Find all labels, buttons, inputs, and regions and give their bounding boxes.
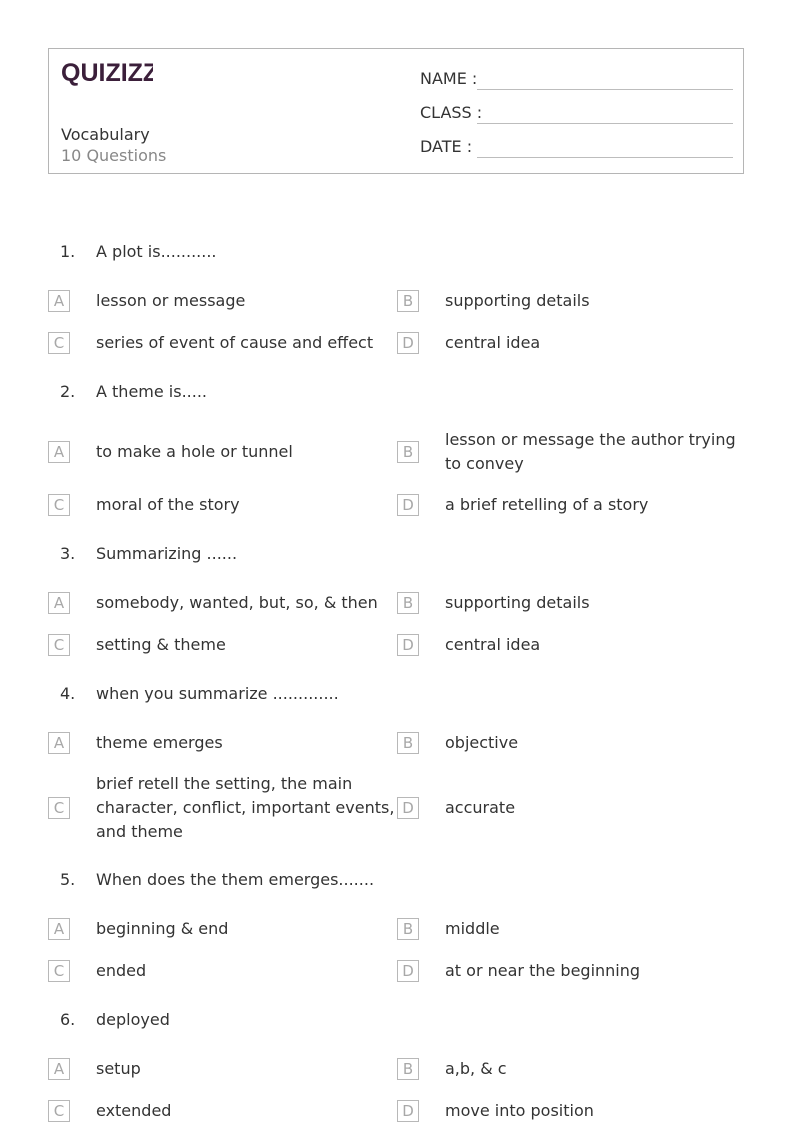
option-label: moral of the story bbox=[96, 495, 240, 514]
option-text bbox=[445, 331, 745, 355]
question-number: 4. bbox=[60, 684, 76, 703]
worksheet-title: Vocabulary bbox=[61, 125, 150, 144]
question-text: When does the them emerges....... bbox=[96, 870, 375, 889]
option-label: middle bbox=[445, 919, 500, 938]
option-label: central idea bbox=[445, 635, 541, 654]
option-letter-box[interactable]: A bbox=[48, 592, 70, 614]
question-text: A theme is..... bbox=[96, 382, 208, 401]
option-text bbox=[96, 331, 398, 355]
option-letter-box[interactable]: D bbox=[397, 960, 419, 982]
question-number: 3. bbox=[60, 544, 76, 563]
option-letter-box[interactable]: C bbox=[48, 960, 70, 982]
question-number: 6. bbox=[60, 1010, 76, 1029]
option-letter-box[interactable]: B bbox=[397, 1058, 419, 1080]
option-label: beginning & end bbox=[96, 919, 229, 938]
logo-wordmark: QUIZIZZ bbox=[61, 59, 153, 87]
option-label: setting & theme bbox=[96, 635, 226, 654]
option-label: accurate bbox=[445, 798, 516, 817]
option-text bbox=[96, 591, 398, 615]
option-label: ended bbox=[96, 961, 147, 980]
option-label: setup bbox=[96, 1059, 141, 1078]
option-letter-box[interactable]: A bbox=[48, 441, 70, 463]
question-number: 2. bbox=[60, 382, 76, 401]
option-letter-box[interactable]: C bbox=[48, 494, 70, 516]
option-label: supporting details bbox=[445, 593, 590, 612]
option-label: at or near the beginning bbox=[445, 961, 641, 980]
option-label: move into position bbox=[445, 1101, 594, 1120]
option-text bbox=[96, 959, 398, 983]
option-letter-box[interactable]: C bbox=[48, 332, 70, 354]
option-text bbox=[96, 731, 398, 755]
option-letter-box[interactable]: D bbox=[397, 494, 419, 516]
option-letter-box[interactable]: D bbox=[397, 1100, 419, 1122]
option-text bbox=[96, 289, 398, 313]
option-text bbox=[96, 1099, 398, 1123]
option-label: a brief retelling of a story bbox=[445, 495, 649, 514]
option-letter-box[interactable]: D bbox=[397, 332, 419, 354]
option-letter-box[interactable]: B bbox=[397, 592, 419, 614]
name-line[interactable] bbox=[477, 89, 733, 90]
option-text bbox=[96, 493, 398, 517]
option-text bbox=[445, 493, 745, 517]
option-letter-box[interactable]: A bbox=[48, 732, 70, 754]
option-letter-box[interactable]: C bbox=[48, 1100, 70, 1122]
option-text bbox=[445, 1057, 745, 1081]
question-text: when you summarize ............. bbox=[96, 684, 339, 703]
option-letter-box[interactable]: A bbox=[48, 1058, 70, 1080]
question-number: 5. bbox=[60, 870, 76, 889]
option-text bbox=[445, 633, 745, 657]
option-letter-box[interactable]: D bbox=[397, 634, 419, 656]
option-text bbox=[445, 1099, 745, 1123]
option-label: a,b, & c bbox=[445, 1059, 507, 1078]
option-text bbox=[96, 1057, 398, 1081]
quizizz-logo bbox=[61, 59, 153, 91]
option-label: lesson or message the author trying to convey bbox=[445, 430, 736, 473]
class-line[interactable] bbox=[477, 123, 733, 124]
option-label: extended bbox=[96, 1101, 172, 1120]
option-letter-box[interactable]: C bbox=[48, 634, 70, 656]
option-letter-box[interactable]: B bbox=[397, 290, 419, 312]
option-letter-box[interactable]: D bbox=[397, 797, 419, 819]
option-text bbox=[96, 633, 398, 657]
option-letter-box[interactable]: B bbox=[397, 918, 419, 940]
name-label: NAME : bbox=[420, 69, 478, 88]
option-letter-box[interactable]: B bbox=[397, 732, 419, 754]
option-label: objective bbox=[445, 733, 519, 752]
option-text bbox=[445, 428, 745, 476]
option-text bbox=[96, 772, 398, 844]
option-label: series of event of cause and effect bbox=[96, 333, 374, 352]
option-text bbox=[445, 731, 745, 755]
question-text: A plot is........... bbox=[96, 242, 217, 261]
option-letter-box[interactable]: A bbox=[48, 918, 70, 940]
option-letter-box[interactable]: C bbox=[48, 797, 70, 819]
question-number: 1. bbox=[60, 242, 76, 261]
option-label: brief retell the setting, the main character, conflict, important events, and theme bbox=[96, 774, 395, 841]
option-letter-box[interactable]: B bbox=[397, 441, 419, 463]
option-text bbox=[445, 591, 745, 615]
date-line[interactable] bbox=[477, 157, 733, 158]
option-text bbox=[96, 428, 398, 476]
class-label: CLASS : bbox=[420, 103, 483, 122]
worksheet-header bbox=[48, 48, 744, 174]
option-text bbox=[445, 289, 745, 313]
option-letter-box[interactable]: A bbox=[48, 290, 70, 312]
option-text bbox=[445, 917, 745, 941]
option-label: supporting details bbox=[445, 291, 590, 310]
date-label: DATE : bbox=[420, 137, 473, 156]
option-text bbox=[445, 959, 745, 983]
option-label: somebody, wanted, but, so, & then bbox=[96, 593, 378, 612]
question-count: 10 Questions bbox=[61, 146, 167, 165]
option-label: lesson or message bbox=[96, 291, 246, 310]
option-text bbox=[96, 917, 398, 941]
question-text: deployed bbox=[96, 1010, 170, 1029]
question-text: Summarizing ...... bbox=[96, 544, 238, 563]
option-label: theme emerges bbox=[96, 733, 223, 752]
option-label: to make a hole or tunnel bbox=[96, 442, 293, 461]
option-label: central idea bbox=[445, 333, 541, 352]
option-text bbox=[445, 772, 745, 844]
